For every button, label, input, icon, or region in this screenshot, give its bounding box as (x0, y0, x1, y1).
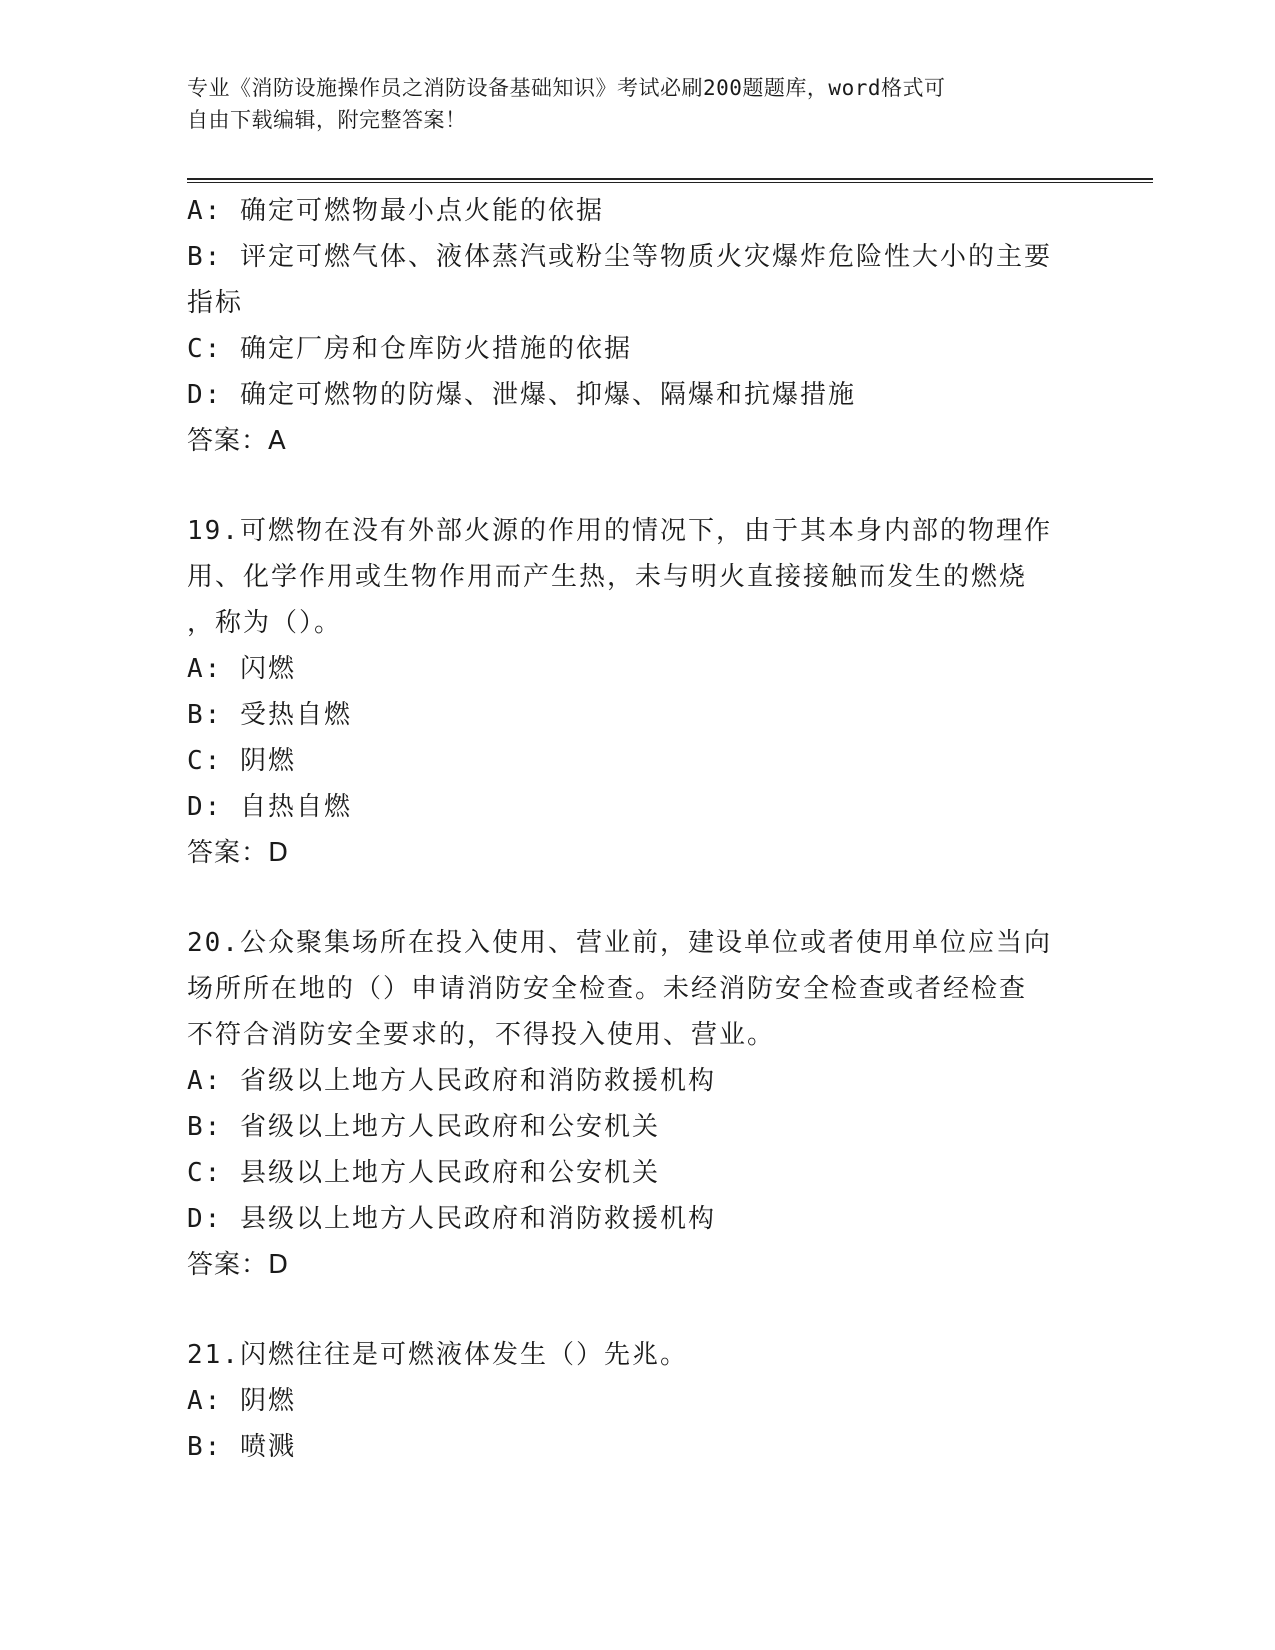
question-18 (187, 188, 1087, 464)
option-d: D: 确定可燃物的防爆、泄爆、抑爆、隔爆和抗爆措施 (187, 380, 856, 410)
option-b: B: 评定可燃气体、液体蒸汽或粉尘等物质火灾爆炸危险性大小的主要 (187, 242, 1052, 272)
option-a: A: 闪燃 (187, 654, 296, 684)
header-line-1: 专业《消防设施操作员之消防设备基础知识》考试必刷200题题库，word格式可 (187, 76, 946, 100)
option-c: C: 确定厂房和仓库防火措施的依据 (187, 334, 632, 364)
option-a: A: 省级以上地方人民政府和消防救援机构 (187, 1066, 716, 1096)
question-stem-line: 21.闪燃往往是可燃液体发生（）先兆。 (187, 1340, 688, 1370)
question-stem-line: 20.公众聚集场所在投入使用、营业前，建设单位或者使用单位应当向 (187, 928, 1052, 958)
answer: 答案：D (187, 1250, 290, 1280)
question-stem-line: 用、化学作用或生物作用而产生热，未与明火直接接触而发生的燃烧 (187, 562, 1028, 592)
option-a: A: 阴燃 (187, 1386, 296, 1416)
option-b-continued: 指标 (187, 288, 244, 318)
option-b: B: 喷溅 (187, 1432, 296, 1462)
question-stem-line: 场所所在地的（）申请消防安全检查。未经消防安全检查或者经检查 (187, 974, 1028, 1004)
option-c: C: 县级以上地方人民政府和公安机关 (187, 1158, 660, 1188)
header-divider (187, 178, 1153, 184)
option-b: B: 受热自燃 (187, 700, 352, 730)
question-21 (187, 1332, 1087, 1470)
answer: 答案：A (187, 426, 287, 456)
question-stem-line: ，称为（）。 (187, 608, 343, 638)
header-line-2: 自由下载编辑，附完整答案！ (187, 108, 467, 132)
option-b: B: 省级以上地方人民政府和公安机关 (187, 1112, 660, 1142)
option-a: A: 确定可燃物最小点火能的依据 (187, 196, 604, 226)
option-d: D: 自热自燃 (187, 792, 352, 822)
option-c: C: 阴燃 (187, 746, 296, 776)
question-20 (187, 920, 1087, 1288)
document-header (187, 72, 1067, 136)
question-stem-line: 19.可燃物在没有外部火源的作用的情况下，由于其本身内部的物理作 (187, 516, 1052, 546)
question-stem-line: 不符合消防安全要求的，不得投入使用、营业。 (187, 1020, 776, 1050)
question-19 (187, 508, 1087, 876)
question-list (187, 188, 1087, 1470)
answer: 答案：D (187, 838, 290, 868)
option-d: D: 县级以上地方人民政府和消防救援机构 (187, 1204, 716, 1234)
